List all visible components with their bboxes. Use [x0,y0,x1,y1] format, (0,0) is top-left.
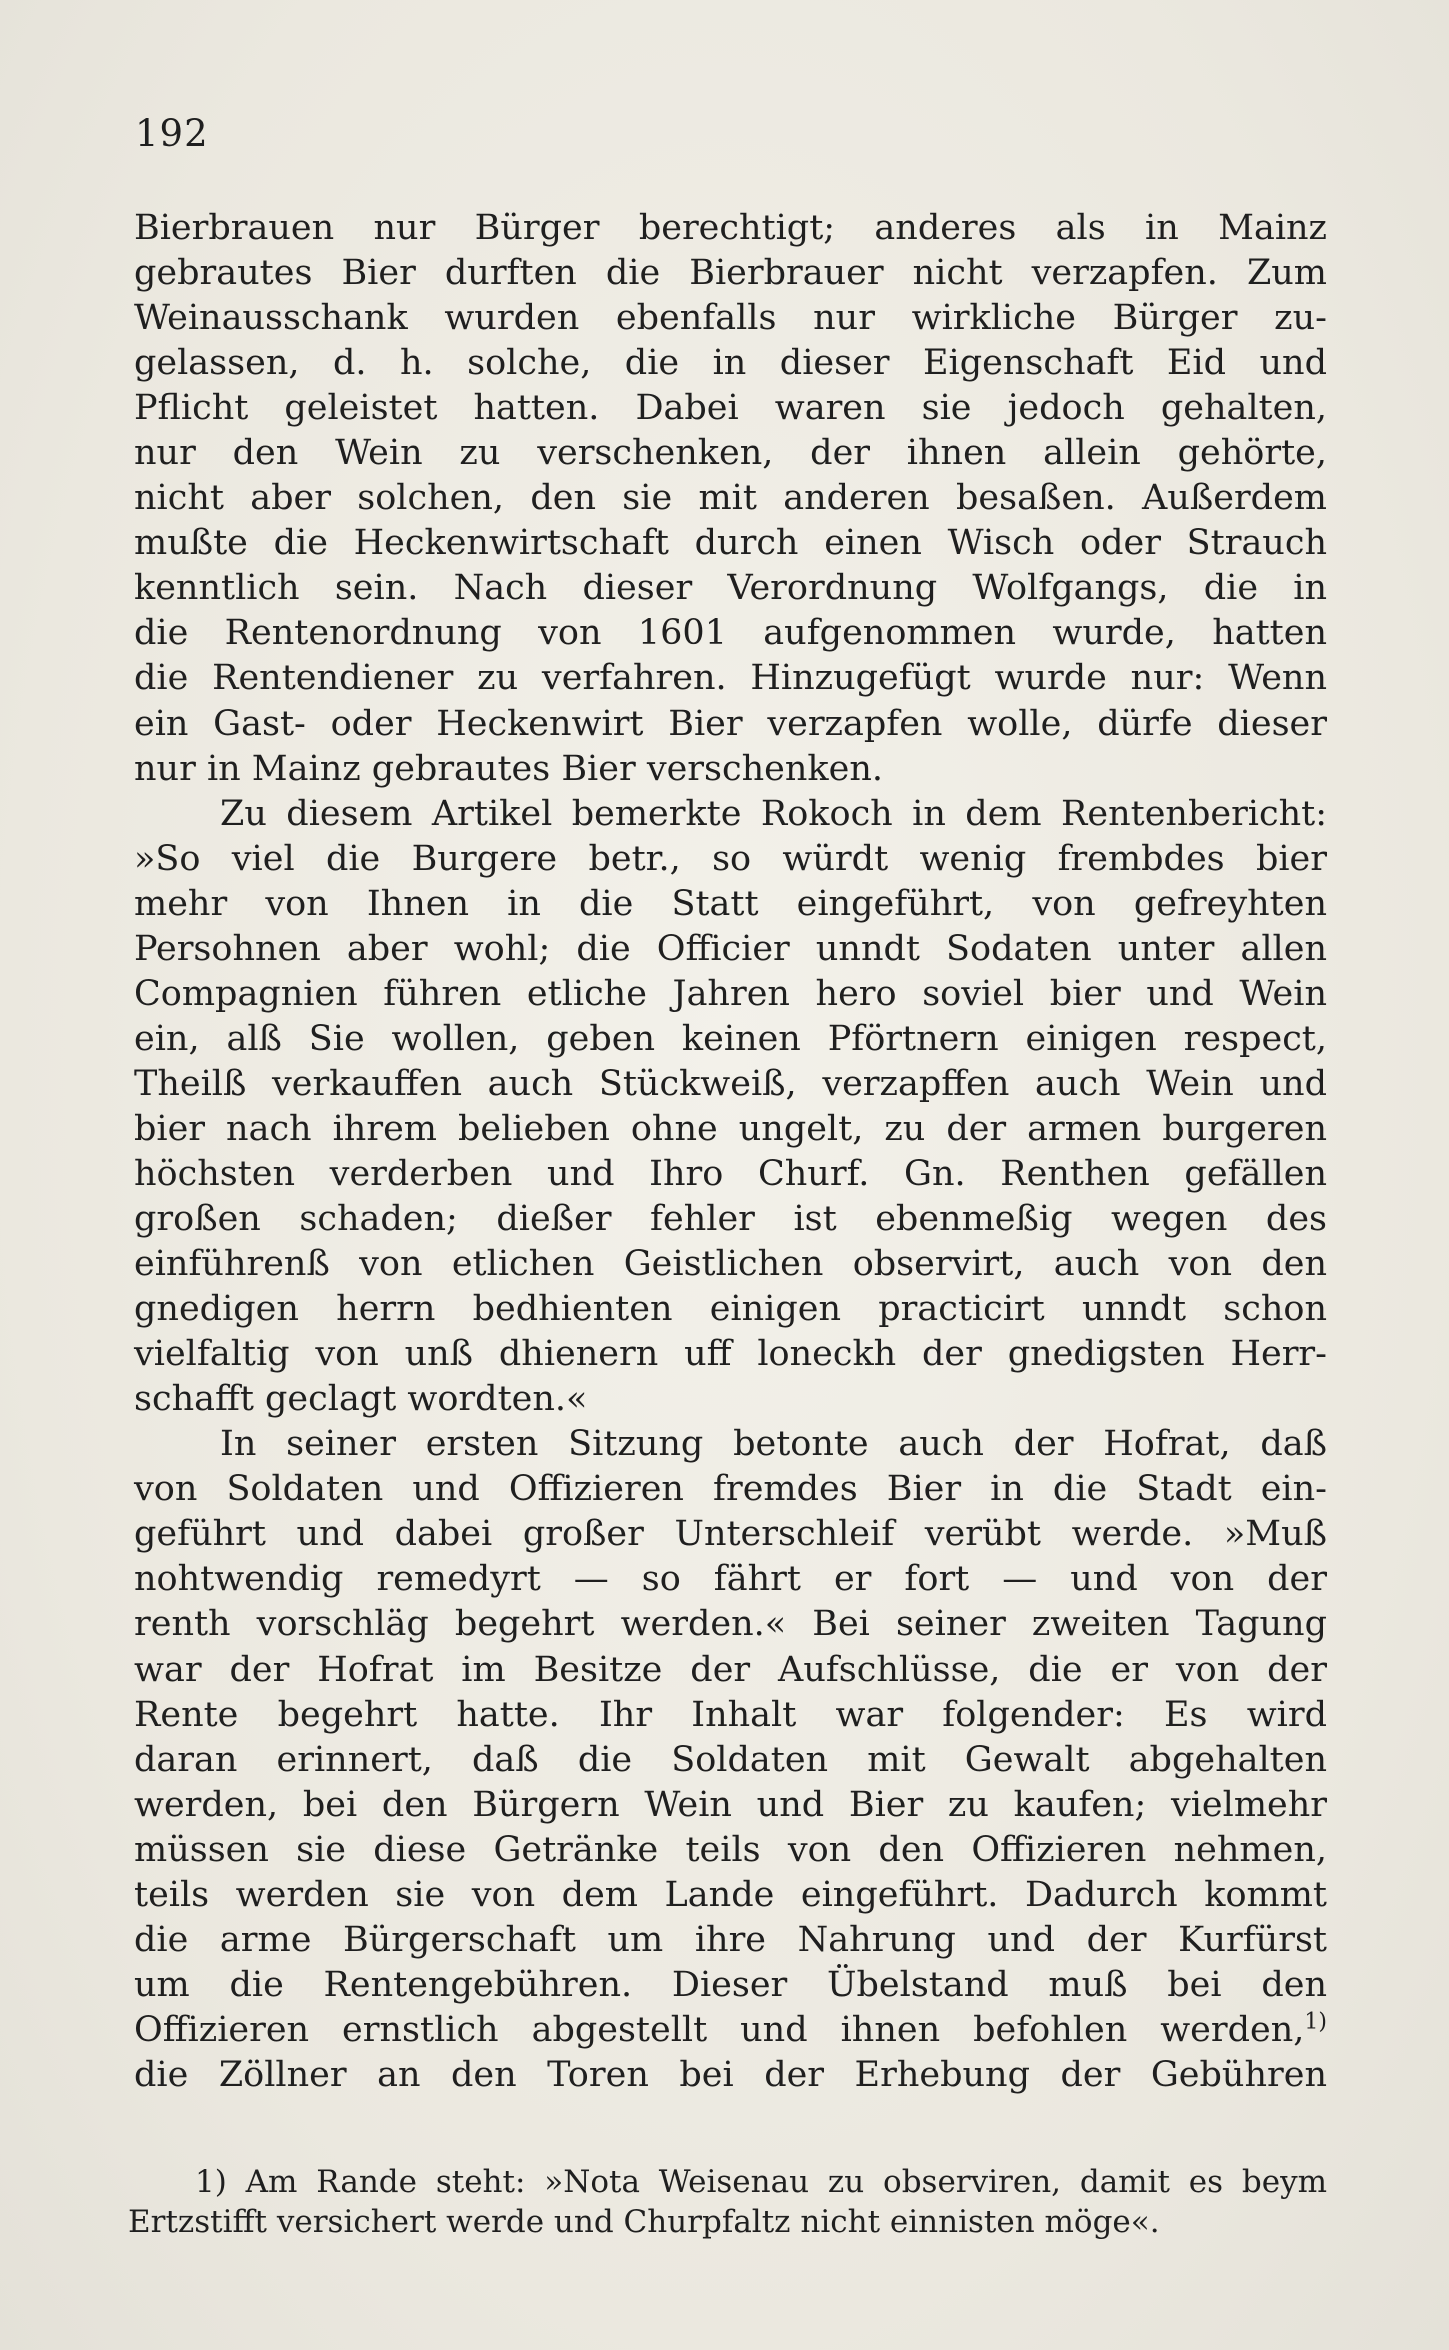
text-line: Zu diesem Artikel bemerkte Rokoch in dem Rentenbericht: [220,793,1327,834]
text-line: nicht aber solchen, den sie mit anderen besaßen. Außerdem [134,478,1327,519]
text-line: ein Gast- oder Heckenwirt Bier verzapfen wolle, dürfe dieser [134,703,1327,744]
text-line: bier nach ihrem belieben ohne ungelt, zu der armen burgeren [134,1108,1327,1149]
footnote [128,2162,1327,2242]
text-line: Theilß verkauffen auch Stückweiß, verzapffen auch Wein und [134,1063,1327,1104]
text-line: gnedigen herrn bedhienten einigen practicirt unndt schon [134,1289,1327,1330]
text-line: höchsten verderben und Ihro Churf. Gn. Renthen gefällen [134,1153,1327,1194]
text-line: gelassen, d. h. solche, die in dieser Eigenschaft Eid und [134,343,1327,384]
text-line: Bierbrauen nur Bürger berechtigt; anderes als in Mainz [134,208,1327,248]
text-line-content: Offizieren ernstlich abgestellt und ihnen befohlen werden, [134,2009,1305,2050]
text-line: nur den Wein zu verschenken, der ihnen allein gehörte, [134,433,1327,474]
footnote-reference: 1) [1304,2009,1327,2035]
footnote-text: Am Rande steht: »Nota Weisenau zu observiren, damit es beym [245,2164,1327,2200]
text-line: werden, bei den Bürgern Wein und Bier zu kaufen; vielmehr [134,1784,1327,1825]
text-line: von Soldaten und Offizieren fremdes Bier in die Stadt ein- [134,1469,1327,1510]
footnote-line: Ertzstifft versichert werde und Churpfaltz nicht einnisten möge«. [128,2204,1160,2240]
text-line: »So viel die Burgere betr., so würdt wenig frembdes bier [134,838,1327,879]
text-line: müssen sie diese Getränke teils von den Offizieren nehmen, [134,1829,1327,1870]
body-text [134,206,1327,2098]
text-line: Compagnien führen etliche Jahren hero soviel bier und Wein [134,973,1327,1014]
text-line: vielfaltig von unß dhienern uff loneckh der gnedigsten Herr- [134,1334,1327,1375]
text-line: Pflicht geleistet hatten. Dabei waren sie jedoch gehalten, [134,388,1327,429]
text-line: schafft geclagt wordten.« [134,1379,588,1420]
text-line: großen schaden; dießer fehler ist ebenmeßig wegen des [134,1199,1327,1240]
text-line: daran erinnert, daß die Soldaten mit Gewalt abgehalten [134,1739,1327,1780]
text-line: um die Rentengebühren. Dieser Übelstand muß bei den [134,1964,1327,2005]
footnote-marker: 1) [195,2164,227,2200]
text-line: gebrautes Bier durften die Bierbrauer nicht verzapfen. Zum [134,253,1327,294]
text-line: nohtwendig remedyrt — so fährt er fort — und von der [134,1559,1327,1600]
text-line: In seiner ersten Sitzung betonte auch der Hofrat, daß [220,1424,1327,1465]
text-line: die Zöllner an den Toren bei der Erhebung der Gebühren [134,2054,1327,2095]
text-line: renth vorschläg begehrt werden.« Bei seiner zweiten Tagung [134,1604,1327,1645]
text-line: die arme Bürgerschaft um ihre Nahrung und der Kurfürst [134,1919,1327,1960]
text-line: die Rentendiener zu verfahren. Hinzugefügt wurde nur: Wenn [134,658,1327,699]
text-line: war der Hofrat im Besitze der Aufschlüsse, die er von der [134,1649,1327,1690]
text-line: geführt und dabei großer Unterschleif verübt werde. »Muß [134,1514,1327,1555]
text-line: Rente begehrt hatte. Ihr Inhalt war folgender: Es wird [134,1694,1327,1735]
text-line: mehr von Ihnen in die Statt eingeführt, von gefreyhten [134,883,1327,924]
text-line: nur in Mainz gebrautes Bier verschenken. [134,748,883,789]
page-number: 192 [135,112,209,155]
text-line: teils werden sie von dem Lande eingeführt. Dadurch kommt [134,1874,1327,1915]
text-line: einführenß von etlichen Geistlichen observirt, auch von den [134,1244,1327,1285]
text-line: mußte die Heckenwirtschaft durch einen Wisch oder Strauch [134,523,1327,564]
text-line-with-footnote [134,2008,1327,2053]
text-line: ein, alß Sie wollen, geben keinen Pförtnern einigen respect, [134,1018,1327,1059]
text-line: Persohnen aber wohl; die Officier unndt Sodaten unter allen [134,928,1327,969]
text-line: Weinausschank wurden ebenfalls nur wirkliche Bürger zu- [134,298,1327,339]
text-line: kenntlich sein. Nach dieser Verordnung Wolfgangs, die in [134,568,1327,609]
footnote-line [128,2162,1327,2202]
text-line: die Rentenordnung von 1601 aufgenommen wurde, hatten [134,613,1327,654]
